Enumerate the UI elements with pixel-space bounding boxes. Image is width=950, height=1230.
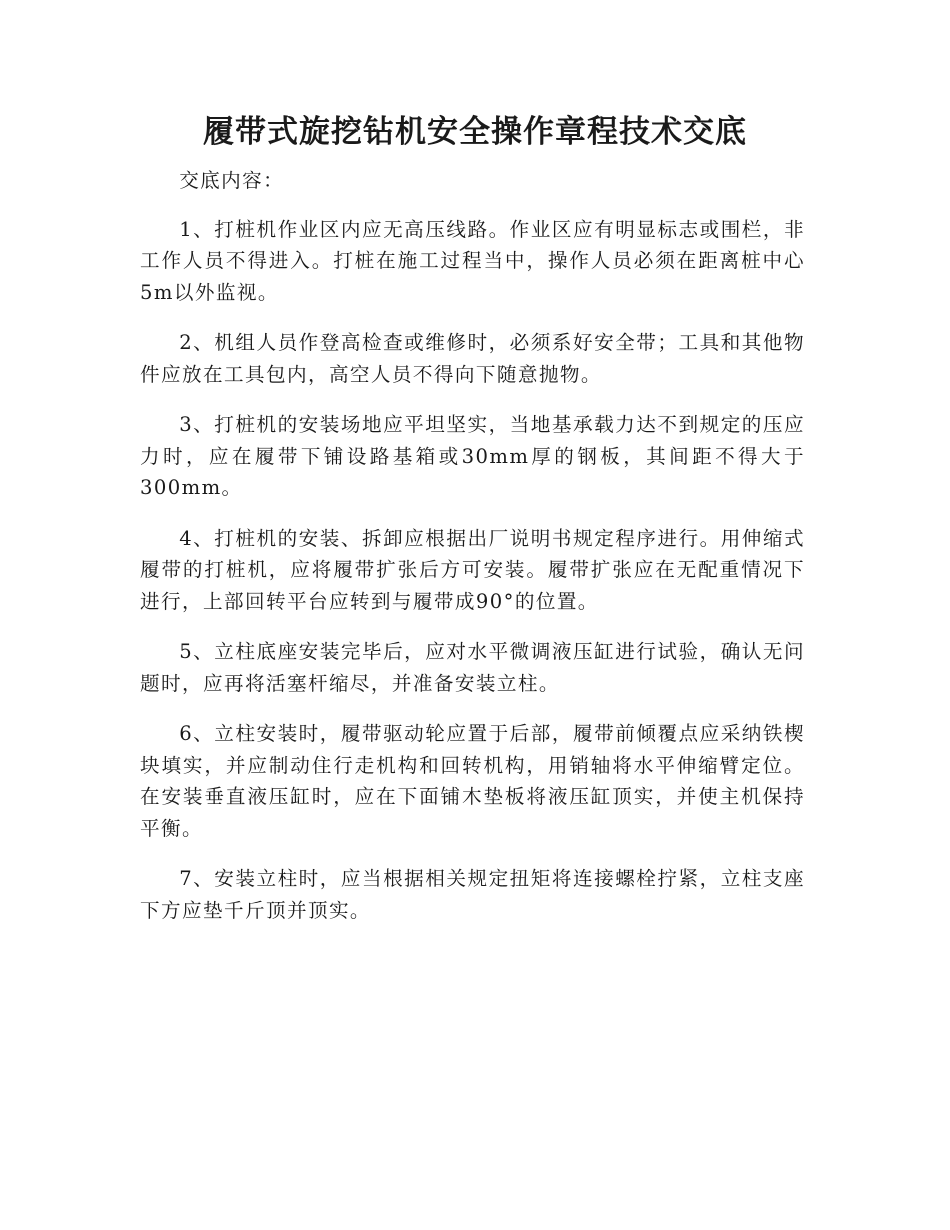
item-2-paragraph: 2、机组人员作登高检查或维修时，必须系好安全带；工具和其他物件应放在工具包内，高空人员不得向下随意抛物。 — [140, 331, 805, 386]
intro-label: 交底内容： — [179, 169, 285, 192]
item-4-paragraph: 4、打桩机的安装、拆卸应根据出厂说明书规定程序进行。用伸缩式履带的打桩机，应将履带扩张后方可安装。履带扩张应在无配重情况下进行，上部回转平台应转到与履带成90°的位置。 — [140, 526, 805, 613]
document-title: 履带式旋挖钻机安全操作章程技术交底 — [203, 114, 747, 150]
item-6-paragraph: 6、立柱安装时，履带驱动轮应置于后部，履带前倾覆点应采纳铁楔块填实，并应制动住行走机构和回转机构，用销轴将水平伸缩臂定位。在安装垂直液压缸时，应在下面铺木垫板将液压缸顶实，并使主机保持平衡。 — [140, 722, 805, 840]
document-body — [140, 165, 805, 945]
item-3-paragraph: 3、打桩机的安装场地应平坦坚实，当地基承载力达不到规定的压应力时，应在履带下铺设路基箱或30mm厚的钢板，其间距不得大于300mm。 — [140, 413, 805, 499]
item-1-paragraph: 1、打桩机作业区内应无高压线路。作业区应有明显标志或围栏，非工作人员不得进入。打桩在施工过程当中，操作人员必须在距离桩中心5m以外监视。 — [140, 217, 805, 304]
item-7-paragraph: 7、安装立柱时，应当根据相关规定扭矩将连接螺栓拧紧，立柱支座下方应垫千斤顶并顶实。 — [140, 867, 805, 922]
item-5-paragraph: 5、立柱底座安装完毕后，应对水平微调液压缸进行试验，确认无问题时，应再将活塞杆缩尽，并准备安装立柱。 — [140, 640, 805, 695]
